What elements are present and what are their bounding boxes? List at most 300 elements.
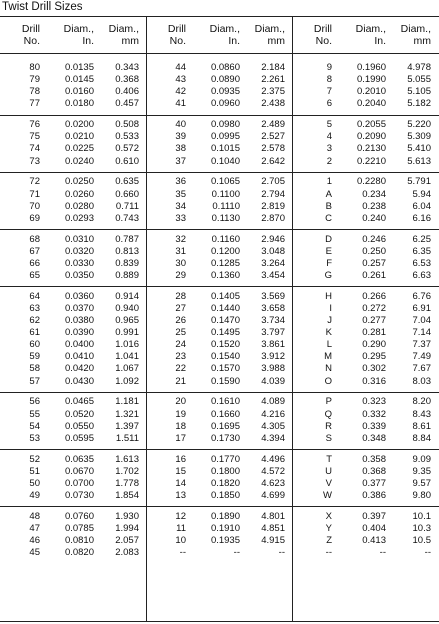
diameter-in: 0.1910 [210, 522, 240, 534]
diameter-mm: 2.057 [115, 535, 139, 546]
diameter-mm: 5.791 [407, 176, 431, 188]
diameter-mm: 6.91 [412, 302, 431, 314]
drill-number: 14 [175, 477, 186, 489]
diameter-mm: 1.511 [115, 432, 139, 444]
diameter-in: 0.377 [362, 477, 386, 489]
drill-number: 43 [175, 74, 186, 86]
drill-number: R [325, 420, 332, 432]
column-header-mm [371, 23, 431, 47]
diameter-in: 0.1590 [210, 375, 240, 387]
diameter-in: 0.0330 [64, 257, 94, 269]
drill-number: 63 [29, 302, 40, 314]
drill-number: 53 [29, 432, 40, 444]
drill-size-table [0, 16, 439, 622]
diameter-in: 0.386 [362, 489, 386, 501]
group-separator [0, 449, 439, 450]
drill-number: 70 [29, 200, 40, 212]
diameter-mm: 10.1 [412, 510, 431, 522]
header-line: Diam., [63, 23, 94, 35]
drill-number: 64 [29, 290, 40, 302]
diameter-mm: 10.5 [412, 535, 431, 546]
diameter-mm: 4.305 [261, 420, 285, 432]
drill-number: 45 [29, 547, 40, 559]
diameter-in: 0.0420 [64, 363, 94, 375]
drill-number: F [326, 257, 332, 269]
drill-number: 56 [29, 396, 40, 408]
diameter-in: 0.1495 [210, 327, 240, 339]
diameter-mm: 3.569 [261, 290, 285, 302]
diameter-mm: -- [278, 547, 285, 559]
drill-number: 47 [29, 522, 40, 534]
drill-number: 73 [29, 155, 40, 167]
diameter-mm: 3.658 [261, 302, 285, 314]
diameter-mm: 0.368 [115, 74, 139, 86]
drill-number: 4 [326, 131, 332, 143]
diameter-mm: 1.016 [115, 339, 139, 351]
drill-number: 6 [326, 98, 332, 110]
diameter-in: 0.0410 [64, 351, 94, 363]
diameter-mm: 5.220 [407, 119, 431, 131]
drill-number: 7 [326, 86, 332, 98]
diameter-mm: 1.613 [115, 453, 139, 465]
diameter-in: 0.0380 [64, 315, 94, 326]
drill-number: 61 [29, 327, 40, 339]
drill-number: 58 [29, 363, 40, 375]
diameter-in: 0.2055 [356, 119, 386, 131]
diameter-in: 0.0670 [64, 465, 94, 477]
diameter-in: 0.1570 [210, 363, 240, 375]
drill-number: 75 [29, 131, 40, 143]
diameter-in: 0.0145 [64, 74, 94, 86]
diameter-in: 0.1160 [211, 233, 240, 245]
header-line: In. [228, 35, 240, 47]
drill-number: 32 [175, 233, 186, 245]
diameter-in: 0.1660 [210, 408, 240, 420]
diameter-in: 0.1065 [210, 176, 240, 188]
diameter-mm: 3.454 [261, 269, 285, 281]
diameter-mm: 6.04 [412, 200, 431, 212]
diameter-mm: 6.76 [412, 290, 431, 302]
drill-number: 48 [29, 510, 40, 522]
column-header-drill [272, 23, 332, 47]
diameter-in: 0.332 [362, 408, 386, 420]
diameter-mm: 4.039 [261, 375, 285, 387]
diameter-in: 0.413 [362, 535, 386, 546]
diameter-in: 0.0200 [64, 119, 94, 131]
diameter-in: 0.0240 [64, 155, 94, 167]
diameter-mm: 0.711 [115, 200, 139, 212]
drill-number: 17 [175, 432, 186, 444]
diameter-mm: 1.041 [115, 351, 139, 363]
drill-number: 34 [175, 200, 186, 212]
header-line: Diam., [108, 23, 139, 35]
drill-number: 79 [29, 74, 40, 86]
drill-number: 49 [29, 489, 40, 501]
diameter-mm: 5.105 [407, 86, 431, 98]
diameter-mm: 0.940 [115, 302, 139, 314]
diameter-mm: 2.438 [261, 98, 285, 110]
drill-number: 62 [29, 315, 40, 326]
drill-number: -- [179, 547, 186, 559]
drill-number: 3 [326, 143, 332, 155]
group-separator [0, 172, 439, 173]
drill-number: 44 [175, 62, 186, 73]
diameter-in: 0.1015 [210, 143, 240, 155]
diameter-in: 0.266 [362, 290, 386, 302]
diameter-mm: 7.04 [412, 315, 431, 326]
diameter-mm: 0.660 [115, 188, 139, 200]
drill-number: 38 [175, 143, 186, 155]
diameter-mm: 2.578 [261, 143, 285, 155]
diameter-in: 0.323 [362, 396, 386, 408]
table-title: Twist Drill Sizes [2, 1, 83, 13]
diameter-mm: 1.702 [115, 465, 139, 477]
diameter-in: 0.0810 [64, 535, 94, 546]
diameter-mm: 0.610 [115, 155, 139, 167]
diameter-in: 0.0935 [210, 86, 240, 98]
diameter-in: 0.0785 [64, 522, 94, 534]
diameter-mm: 4.978 [407, 62, 431, 73]
diameter-in: 0.0135 [64, 62, 94, 73]
drill-number: 72 [29, 176, 40, 188]
drill-number: T [326, 453, 332, 465]
drill-number: I [329, 302, 332, 314]
drill-number: G [324, 269, 332, 281]
drill-number: 30 [175, 257, 186, 269]
drill-number: 74 [29, 143, 40, 155]
diameter-in: 0.1405 [210, 290, 240, 302]
drill-number: 5 [326, 119, 332, 131]
header-line: No. [23, 35, 40, 47]
diameter-in: 0.404 [362, 522, 386, 534]
diameter-mm: 1.778 [115, 477, 139, 489]
drill-number: 24 [175, 339, 186, 351]
drill-number: 54 [29, 420, 40, 432]
diameter-mm: 5.309 [407, 131, 431, 143]
diameter-in: 0.1890 [210, 510, 240, 522]
group-separator [0, 506, 439, 507]
drill-number: 26 [175, 315, 186, 326]
drill-number: 21 [175, 375, 186, 387]
diameter-in: 0.0730 [64, 489, 94, 501]
diameter-mm: 0.533 [115, 131, 139, 143]
diameter-in: 0.348 [362, 432, 386, 444]
drill-number: U [325, 465, 332, 477]
diameter-mm: 5.410 [407, 143, 431, 155]
diameter-in: 0.0400 [64, 339, 94, 351]
diameter-mm: 0.813 [115, 245, 139, 257]
drill-number: L [326, 339, 332, 351]
diameter-mm: 0.787 [115, 233, 139, 245]
drill-number: S [325, 432, 332, 444]
diameter-in: 0.2280 [356, 176, 386, 188]
drill-number: 29 [175, 269, 186, 281]
header-line: In. [374, 35, 386, 47]
diameter-in: 0.1285 [210, 257, 240, 269]
diameter-mm: 3.861 [261, 339, 285, 351]
diameter-in: 0.1610 [210, 396, 240, 408]
diameter-in: 0.0280 [64, 200, 94, 212]
drill-number: X [325, 510, 332, 522]
diameter-mm: 9.80 [412, 489, 431, 501]
diameter-in: 0.0250 [64, 176, 94, 188]
drill-number: 10 [175, 535, 186, 546]
diameter-mm: 4.216 [261, 408, 285, 420]
diameter-in: 0.2210 [356, 155, 386, 167]
diameter-mm: 3.048 [261, 245, 285, 257]
drill-number: 25 [175, 327, 186, 339]
header-line: Diam., [355, 23, 386, 35]
diameter-in: 0.1130 [211, 212, 240, 224]
drill-number: 18 [175, 420, 186, 432]
diameter-in: 0.1850 [210, 489, 240, 501]
drill-number: 69 [29, 212, 40, 224]
diameter-in: 0.0180 [64, 98, 94, 110]
diameter-mm: 2.489 [261, 119, 285, 131]
drill-number: 9 [326, 62, 332, 73]
diameter-mm: 0.572 [115, 143, 139, 155]
diameter-in: 0.0860 [210, 62, 240, 73]
diameter-in: 0.0820 [64, 547, 94, 559]
diameter-mm: 1.854 [115, 489, 139, 501]
diameter-mm: 3.988 [261, 363, 285, 375]
header-line: In. [82, 35, 94, 47]
diameter-mm: 2.184 [261, 62, 285, 73]
drill-number: O [324, 375, 332, 387]
drill-number: -- [325, 547, 332, 559]
drill-number: K [325, 327, 332, 339]
drill-number: 60 [29, 339, 40, 351]
diameter-mm: 8.84 [412, 432, 431, 444]
diameter-in: 0.0465 [64, 396, 94, 408]
diameter-mm: 3.797 [261, 327, 285, 339]
diameter-mm: 3.912 [261, 351, 285, 363]
diameter-in: 0.0390 [64, 327, 94, 339]
diameter-mm: 4.089 [261, 396, 285, 408]
diameter-mm: 0.457 [115, 98, 139, 110]
drill-number: 12 [175, 510, 186, 522]
diameter-mm: 5.613 [407, 155, 431, 167]
diameter-mm: 8.61 [412, 420, 431, 432]
diameter-in: 0.1440 [210, 302, 240, 314]
drill-number: 50 [29, 477, 40, 489]
diameter-mm: 0.965 [115, 315, 139, 326]
diameter-in: 0.1520 [210, 339, 240, 351]
drill-number: E [325, 245, 332, 257]
diameter-mm: 2.083 [115, 547, 139, 559]
drill-number: 59 [29, 351, 40, 363]
diameter-mm: 4.394 [261, 432, 285, 444]
drill-number: P [325, 396, 332, 408]
drill-number: 77 [29, 98, 40, 110]
diameter-in: 0.316 [362, 375, 386, 387]
diameter-in: 0.358 [362, 453, 386, 465]
diameter-in: 0.281 [362, 327, 386, 339]
diameter-in: 0.1100 [211, 188, 240, 200]
header-line: Diam., [209, 23, 240, 35]
diameter-in: 0.0260 [64, 188, 94, 200]
diameter-mm: 1.994 [115, 522, 139, 534]
diameter-mm: 2.375 [261, 86, 285, 98]
diameter-in: 0.272 [362, 302, 386, 314]
drill-number: 65 [29, 269, 40, 281]
drill-number: 67 [29, 245, 40, 257]
diameter-in: 0.0225 [64, 143, 94, 155]
diameter-in: 0.0310 [64, 233, 94, 245]
drill-number: A [325, 188, 332, 200]
diameter-mm: 0.839 [115, 257, 139, 269]
diameter-mm: 7.14 [412, 327, 431, 339]
drill-number: 41 [175, 98, 186, 110]
diameter-in: -- [233, 547, 240, 559]
diameter-mm: 6.35 [412, 245, 431, 257]
group-separator [0, 115, 439, 116]
diameter-mm: 5.055 [407, 74, 431, 86]
diameter-mm: 0.508 [115, 119, 139, 131]
diameter-in: 0.368 [362, 465, 386, 477]
diameter-mm: 0.406 [115, 86, 139, 98]
drill-number: 55 [29, 408, 40, 420]
diameter-in: 0.0700 [64, 477, 94, 489]
drill-number: Q [324, 408, 332, 420]
drill-number: 27 [175, 302, 186, 314]
diameter-in: 0.295 [362, 351, 386, 363]
drill-number: 16 [175, 453, 186, 465]
diameter-mm: 0.343 [115, 62, 139, 73]
drill-number: C [325, 212, 332, 224]
diameter-in: 0.246 [362, 233, 386, 245]
diameter-mm: 6.63 [412, 269, 431, 281]
diameter-in: 0.1935 [210, 535, 240, 546]
diameter-in: 0.234 [362, 188, 386, 200]
diameter-in: 0.1730 [210, 432, 240, 444]
diameter-in: 0.1990 [356, 74, 386, 86]
header-line: mm [267, 35, 285, 47]
drill-number: 68 [29, 233, 40, 245]
diameter-mm: 2.870 [261, 212, 285, 224]
drill-number: H [325, 290, 332, 302]
drill-number: 15 [175, 465, 186, 477]
diameter-in: 0.2130 [356, 143, 386, 155]
diameter-mm: 0.635 [115, 176, 139, 188]
diameter-in: 0.257 [362, 257, 386, 269]
diameter-in: 0.1820 [210, 477, 240, 489]
header-separator [0, 53, 439, 54]
column-header-drill [126, 23, 186, 47]
drill-number: 13 [175, 489, 186, 501]
drill-number: 33 [175, 212, 186, 224]
diameter-mm: 0.914 [115, 290, 139, 302]
group-separator [0, 286, 439, 287]
diameter-mm: -- [424, 547, 431, 559]
diameter-in: 0.0360 [64, 290, 94, 302]
diameter-in: 0.1110 [212, 200, 240, 212]
diameter-mm: 2.527 [261, 131, 285, 143]
diameter-in: 0.2010 [356, 86, 386, 98]
drill-number: 8 [326, 74, 332, 86]
drill-number: 35 [175, 188, 186, 200]
diameter-in: 0.0350 [64, 269, 94, 281]
diameter-mm: 5.94 [412, 188, 431, 200]
diameter-in: 0.1960 [356, 62, 386, 73]
diameter-mm: 1.930 [115, 510, 139, 522]
diameter-mm: 9.35 [412, 465, 431, 477]
diameter-in: 0.1470 [210, 315, 240, 326]
header-line: Drill [21, 23, 40, 35]
drill-number: B [325, 200, 332, 212]
diameter-in: 0.0980 [210, 119, 240, 131]
diameter-mm: 5.182 [407, 98, 431, 110]
diameter-mm: 0.991 [115, 327, 139, 339]
drill-number: 51 [29, 465, 40, 477]
diameter-in: 0.397 [362, 510, 386, 522]
group-separator [0, 229, 439, 230]
diameter-in: 0.0960 [210, 98, 240, 110]
diameter-mm: 2.261 [261, 74, 285, 86]
drill-number: 1 [326, 176, 332, 188]
diameter-mm: 10.3 [412, 522, 431, 534]
drill-number: 52 [29, 453, 40, 465]
diameter-in: 0.1800 [210, 465, 240, 477]
diameter-in: 0.0890 [210, 74, 240, 86]
drill-number: 66 [29, 257, 40, 269]
diameter-in: 0.261 [362, 269, 386, 281]
diameter-in: 0.277 [362, 315, 386, 326]
diameter-in: 0.1770 [210, 453, 240, 465]
diameter-mm: 4.915 [261, 535, 285, 546]
drill-number: 76 [29, 119, 40, 131]
drill-number: 28 [175, 290, 186, 302]
header-line: mm [121, 35, 139, 47]
diameter-in: 0.0210 [64, 131, 94, 143]
drill-number: 57 [29, 375, 40, 387]
diameter-mm: 4.801 [261, 510, 285, 522]
diameter-in: 0.1040 [210, 155, 240, 167]
diameter-mm: 2.642 [261, 155, 285, 167]
header-line: mm [413, 35, 431, 47]
diameter-mm: 9.09 [412, 453, 431, 465]
diameter-in: 0.0635 [64, 453, 94, 465]
drill-number: V [325, 477, 332, 489]
diameter-in: 0.0160 [64, 86, 94, 98]
diameter-mm: 7.49 [412, 351, 431, 363]
diameter-in: 0.1540 [210, 351, 240, 363]
drill-number: 42 [175, 86, 186, 98]
diameter-mm: 0.743 [115, 212, 139, 224]
drill-number: M [324, 351, 332, 363]
diameter-in: 0.1360 [210, 269, 240, 281]
diameter-mm: 9.57 [412, 477, 431, 489]
header-line: Drill [167, 23, 186, 35]
diameter-mm: 2.705 [261, 176, 285, 188]
drill-number: 39 [175, 131, 186, 143]
diameter-mm: 8.43 [412, 408, 431, 420]
drill-number: 22 [175, 363, 186, 375]
diameter-in: 0.2090 [356, 131, 386, 143]
diameter-mm: 4.496 [261, 453, 285, 465]
diameter-mm: 0.889 [115, 269, 139, 281]
diameter-in: 0.339 [362, 420, 386, 432]
drill-number: 2 [326, 155, 332, 167]
drill-number: 36 [175, 176, 186, 188]
diameter-in: 0.0995 [210, 131, 240, 143]
header-line: Drill [313, 23, 332, 35]
diameter-mm: 7.67 [412, 363, 431, 375]
diameter-mm: 4.572 [261, 465, 285, 477]
diameter-in: 0.0320 [64, 245, 94, 257]
diameter-mm: 1.067 [115, 363, 139, 375]
diameter-mm: 1.092 [115, 375, 139, 387]
